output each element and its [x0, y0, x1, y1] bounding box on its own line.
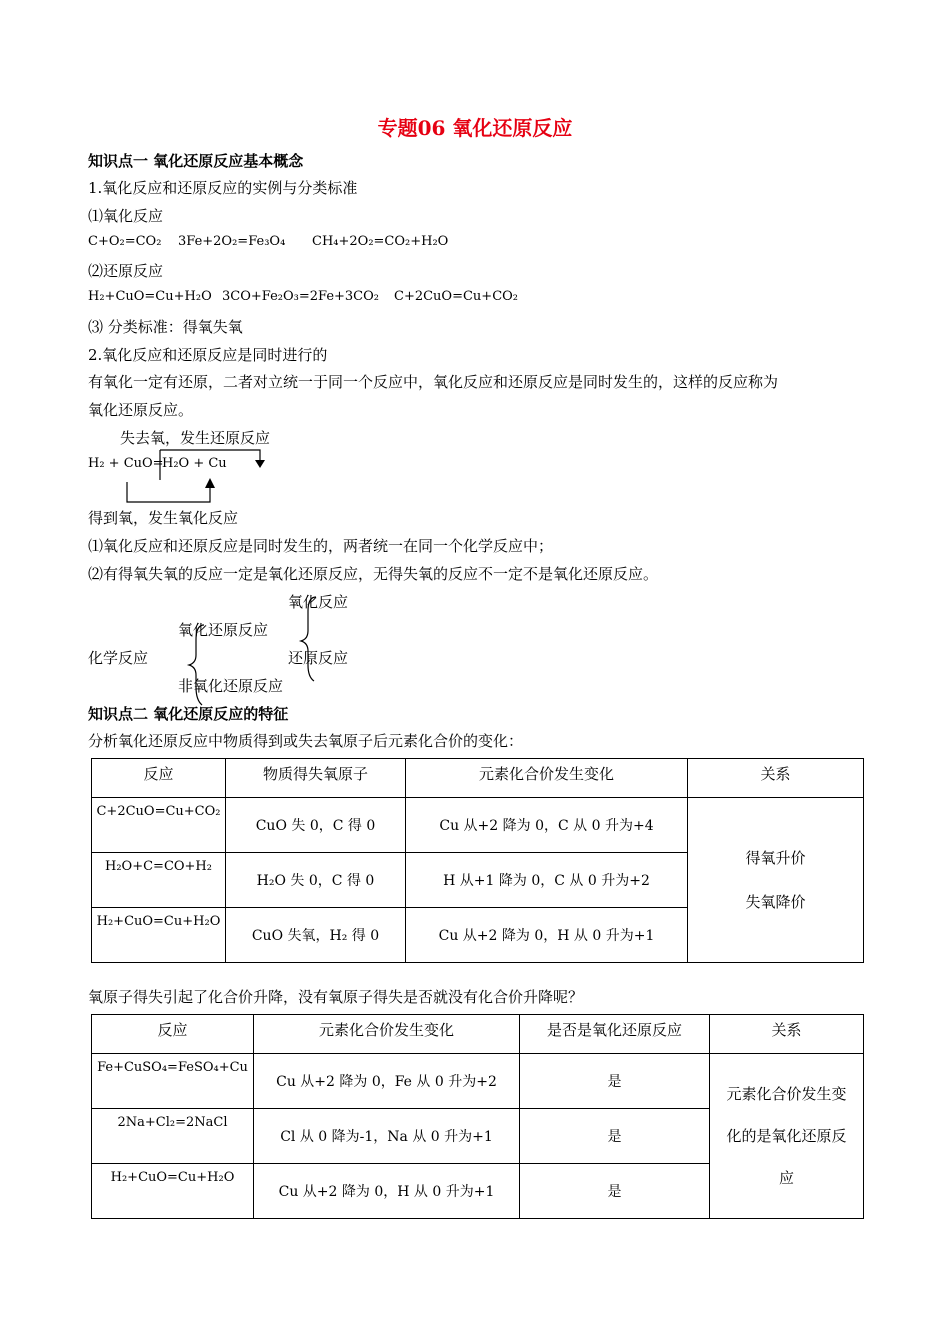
table2-row3-reaction: H₂+CuO=Cu+H₂O	[92, 1164, 254, 1219]
table1-row2-valence: H 从+1 降为 0，C 从 0 升为+2	[406, 853, 688, 908]
table2-row1-valence: Cu 从+2 降为 0，Fe 从 0 升为+2	[254, 1054, 520, 1109]
table2-relation	[710, 1054, 864, 1219]
table2-header-relation: 关系	[710, 1015, 864, 1054]
oxidation-equation-1: C+O₂=CO₂	[88, 234, 162, 249]
table1-relation-line2: 失氧降价	[745, 893, 806, 911]
table2-relation-line3: 应	[778, 1169, 794, 1187]
diagram-arrows	[110, 444, 280, 506]
table1-row3-reaction: H₂+CuO=Cu+H₂O	[92, 908, 226, 963]
note-2: ⑵有得氧失氧的反应一定是氧化还原反应，无得失氧的反应不一定不是氧化还原反应。	[88, 565, 659, 583]
table1-header-oxygen: 物质得失氧原子	[226, 759, 406, 798]
reduction-equation-1: H₂+CuO=Cu+H₂O	[88, 289, 212, 304]
table2-row2-is-redox: 是	[520, 1109, 710, 1164]
table1-relation	[688, 798, 864, 963]
table2-row2-valence: Cl 从 0 降为-1，Na 从 0 升为+1	[254, 1109, 520, 1164]
paragraph-1: 1.氧化反应和还原反应的实例与分类标准	[88, 179, 358, 197]
classification-criterion: ⑶ 分类标准：得氧失氧	[88, 318, 243, 336]
section1-heading: 知识点一 氧化还原反应基本概念	[88, 152, 304, 170]
page-title: 专题06 氧化还原反应	[377, 116, 573, 140]
section2-heading: 知识点二 氧化还原反应的特征	[88, 705, 289, 723]
reduction-equation-3: C+2CuO=Cu+CO₂	[394, 289, 519, 304]
oxidation-equation-3: CH₄+2O₂=CO₂+H₂O	[312, 234, 449, 249]
table1-header-relation: 关系	[688, 759, 864, 798]
diagram-bottom-label: 得到氧，发生氧化反应	[88, 509, 239, 527]
reduction-label: ⑵还原反应	[88, 262, 164, 280]
table2-header-valence: 元素化合价发生变化	[254, 1015, 520, 1054]
table1-row2-reaction: H₂O+C=CO+H₂	[92, 853, 226, 908]
table2-row3-valence: Cu 从+2 降为 0，H 从 0 升为+1	[254, 1164, 520, 1219]
paragraph-3-line-2: 氧化还原反应。	[88, 401, 194, 419]
section2-intro: 分析氧化还原反应中物质得到或失去氧原子后元素化合价的变化：	[88, 732, 524, 750]
tree-nonredox: 非氧化还原反应	[178, 677, 284, 695]
tree-oxidation: 氧化反应	[288, 593, 349, 611]
table2-row2-reaction: 2Na+Cl₂=2NaCl	[92, 1109, 254, 1164]
oxidation-equation-2: 3Fe+2O₂=Fe₃O₄	[178, 234, 286, 249]
tree-redox: 氧化还原反应	[178, 621, 269, 639]
tree-reduction: 还原反应	[288, 649, 349, 667]
table2-header-reaction: 反应	[92, 1015, 254, 1054]
paragraph-2: 2.氧化反应和还原反应是同时进行的	[88, 346, 328, 364]
tree-root: 化学反应	[88, 649, 149, 667]
table-oxygen-valence	[91, 758, 864, 963]
table2-row3-is-redox: 是	[520, 1164, 710, 1219]
paragraph-3-line-1: 有氧化一定有还原，二者对立统一于同一个反应中，氧化反应和还原反应是同时发生的，这样的反应称为	[88, 373, 779, 391]
diagram-products: H₂O + Cu	[162, 456, 227, 471]
oxidation-label: ⑴氧化反应	[88, 207, 164, 225]
table1-row1-valence: Cu 从+2 降为 0，C 从 0 升为+4	[406, 798, 688, 853]
table1-relation-line1: 得氧升价	[745, 849, 806, 867]
reduction-equation-2: 3CO+Fe₂O₃=2Fe+3CO₂	[222, 289, 379, 304]
table1-row3-valence: Cu 从+2 降为 0，H 从 0 升为+1	[406, 908, 688, 963]
table1-row1-oxygen: CuO 失 0，C 得 0	[226, 798, 406, 853]
tree-braces	[180, 595, 320, 715]
diagram-top-label: 失去氧，发生还原反应	[120, 429, 271, 447]
table1-row3-oxygen: CuO 失氧，H₂ 得 0	[226, 908, 406, 963]
table2-row1-reaction: Fe+CuSO₄=FeSO₄+Cu	[92, 1054, 254, 1109]
table1-row2-oxygen: H₂O 失 0，C 得 0	[226, 853, 406, 908]
table1-row1-reaction: C+2CuO=Cu+CO₂	[92, 798, 226, 853]
note-1: ⑴氧化反应和还原反应是同时发生的，两者统一在同一个化学反应中；	[88, 537, 554, 555]
table2-relation-line1: 元素化合价发生变	[726, 1085, 847, 1103]
diagram-reactants: H₂ + CuO=	[88, 456, 164, 471]
table2-header-is-redox: 是否是氧化还原反应	[520, 1015, 710, 1054]
table-valence-redox	[91, 1014, 864, 1219]
table2-row1-is-redox: 是	[520, 1054, 710, 1109]
table2-relation-line2: 化的是氧化还原反	[726, 1127, 847, 1145]
table1-header-reaction: 反应	[92, 759, 226, 798]
table1-header-valence: 元素化合价发生变化	[406, 759, 688, 798]
question: 氧原子得失引起了化合价升降，没有氧原子得失是否就没有化合价升降呢？	[88, 988, 584, 1006]
